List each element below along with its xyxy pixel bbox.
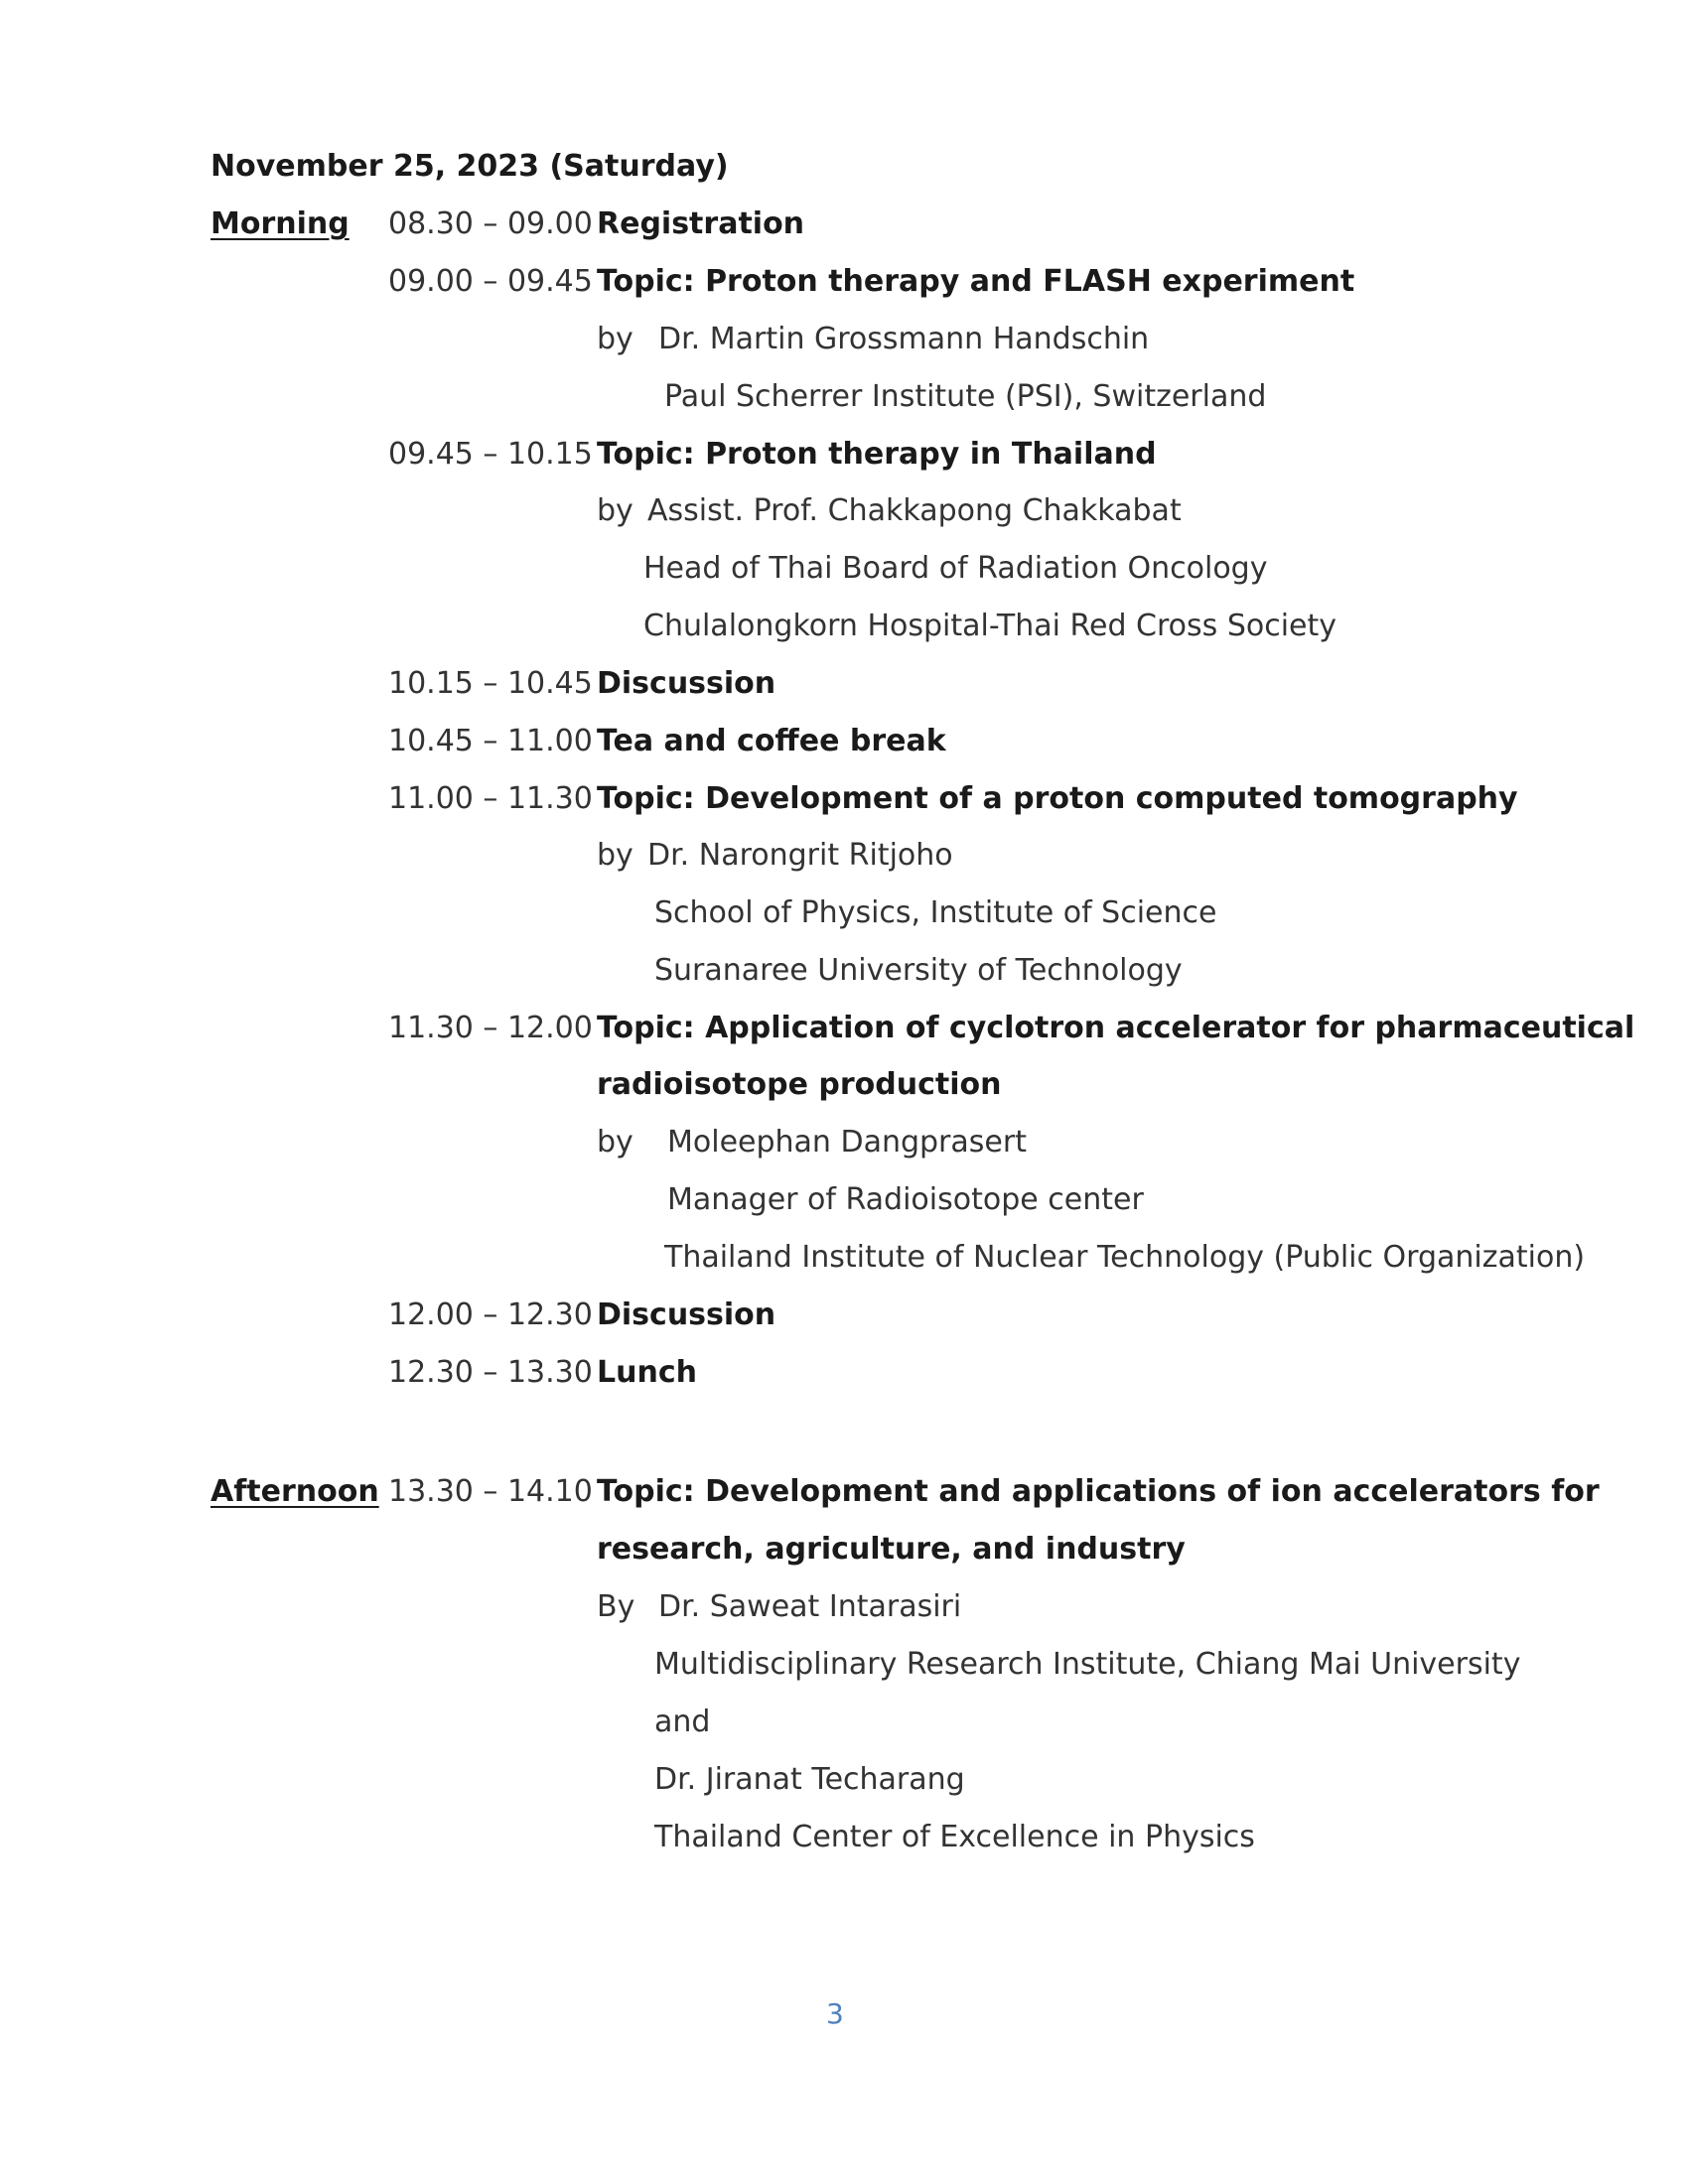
schedule-time: 09.00 – 09.45 bbox=[388, 264, 593, 299]
schedule-title: Topic: Application of cyclotron accelerator for pharmaceutical bbox=[597, 1011, 1635, 1045]
speaker-name: Dr. Narongrit Ritjoho bbox=[647, 838, 953, 873]
schedule-time: 09.45 – 10.15 bbox=[388, 437, 593, 472]
by-label: by bbox=[597, 1125, 633, 1160]
by-label: by bbox=[597, 838, 633, 873]
speaker-name: Moleephan Dangprasert bbox=[667, 1125, 1027, 1160]
schedule-time: 12.30 – 13.30 bbox=[388, 1355, 593, 1390]
schedule-title: research, agriculture, and industry bbox=[597, 1532, 1186, 1567]
speaker-affiliation: Multidisciplinary Research Institute, Chiang Mai University bbox=[654, 1647, 1521, 1682]
speaker-name: Assist. Prof. Chakkapong Chakkabat bbox=[647, 493, 1182, 528]
by-label: by bbox=[597, 322, 633, 356]
speaker-affiliation: Thailand Institute of Nuclear Technology (Public Organization) bbox=[664, 1240, 1586, 1275]
schedule-title: radioisotope production bbox=[597, 1067, 1002, 1102]
schedule-title: Discussion bbox=[597, 666, 776, 701]
schedule-title: Topic: Proton therapy in Thailand bbox=[597, 437, 1157, 472]
speaker-affiliation: Chulalongkorn Hospital-Thai Red Cross Society bbox=[643, 609, 1337, 643]
schedule-title: Lunch bbox=[597, 1355, 697, 1390]
schedule-time: 11.00 – 11.30 bbox=[388, 781, 593, 816]
schedule-title: Discussion bbox=[597, 1297, 776, 1332]
schedule-title: Registration bbox=[597, 206, 805, 241]
speaker-name: Dr. Saweat Intarasiri bbox=[658, 1589, 962, 1624]
schedule-title: Topic: Proton therapy and FLASH experiment bbox=[597, 264, 1355, 299]
schedule-time: 08.30 – 09.00 bbox=[388, 206, 593, 241]
speaker-affiliation: School of Physics, Institute of Science bbox=[654, 895, 1217, 930]
speaker-affiliation: Manager of Radioisotope center bbox=[667, 1182, 1144, 1217]
schedule-title: Topic: Development of a proton computed tomography bbox=[597, 781, 1518, 816]
speaker-affiliation: Paul Scherrer Institute (PSI), Switzerland bbox=[664, 379, 1267, 414]
speaker-name: Dr. Martin Grossmann Handschin bbox=[658, 322, 1150, 356]
speaker-affiliation: Head of Thai Board of Radiation Oncology bbox=[643, 551, 1268, 586]
by-label: by bbox=[597, 493, 633, 528]
schedule-title: Tea and coffee break bbox=[597, 724, 946, 758]
schedule-time: 10.15 – 10.45 bbox=[388, 666, 593, 701]
schedule-time: 11.30 – 12.00 bbox=[388, 1011, 593, 1045]
by-label: By bbox=[597, 1589, 635, 1624]
speaker-affiliation: Suranaree University of Technology bbox=[654, 953, 1183, 988]
session-label-morning: Morning bbox=[211, 206, 350, 241]
speaker-name: Dr. Jiranat Techarang bbox=[654, 1762, 965, 1797]
schedule-title: Topic: Development and applications of ion accelerators for bbox=[597, 1474, 1600, 1509]
speaker-affiliation: Thailand Center of Excellence in Physics bbox=[654, 1820, 1255, 1854]
session-label-afternoon: Afternoon bbox=[211, 1474, 379, 1509]
date-heading: November 25, 2023 (Saturday) bbox=[211, 149, 729, 184]
schedule-time: 12.00 – 12.30 bbox=[388, 1297, 593, 1332]
schedule-time: 13.30 – 14.10 bbox=[388, 1474, 593, 1509]
schedule-time: 10.45 – 11.00 bbox=[388, 724, 593, 758]
page-number: 3 bbox=[826, 1997, 844, 2030]
speaker-affiliation: and bbox=[654, 1705, 711, 1739]
